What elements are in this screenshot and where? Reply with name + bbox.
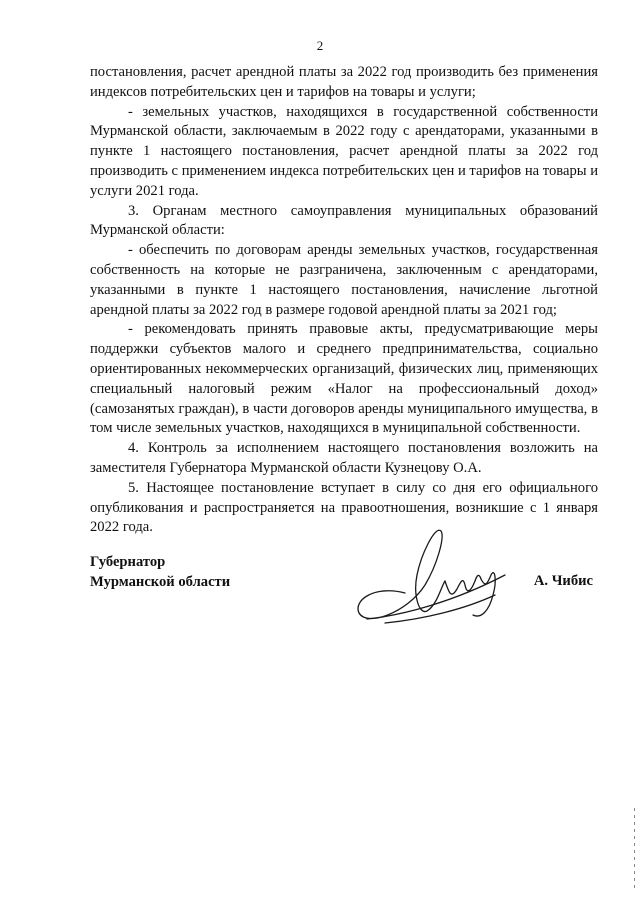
paragraph-land-plots: - земельных участков, находящихся в государственной собственности Мурманской области, заключаемым в 2022 году с арендаторами, указанными в пункте 1 настоящего постановления, расчет арендной платы за 2022 год производить с применением индекса потребительских цен и тарифов на товары и услуги 2021 года. <box>90 103 599 199</box>
signatory-title-line2: Мурманской области <box>90 573 231 590</box>
signatory-title-line1: Губернатор <box>90 554 166 570</box>
signatory-name: А. Чибис <box>533 573 593 589</box>
paragraph-item-4: 4. Контроль за исполнением настоящего постановления возложить на заместителя Губернатора Мурманской области Кузнецову О.А. <box>90 440 598 476</box>
handwritten-signature <box>345 515 510 635</box>
document-body <box>90 63 598 538</box>
page-number: 2 <box>316 38 324 53</box>
paragraph-item-3-recommend: - рекомендовать принять правовые акты, предусматривающие меры поддержки субъектов малого и среднего предпринимательства, социально ориентированных некоммерческих организаций, физических лиц, применяющих специальный налоговый режим «Налог на профессиональный доход» (самозанятых граждан), в части договоров аренды муниципального имущества, в том числе земельных участков, находящихся в муниципальной собственности. <box>90 321 598 437</box>
scan-edge-mark <box>633 808 636 888</box>
paragraph-continuation: постановления, расчет арендной платы за 2022 год производить без применения индексов потребительских цен и тарифов на товары и услуги; <box>90 64 598 100</box>
paragraph-item-3: 3. Органам местного самоуправления муниципальных образований Мурманской области: <box>90 202 598 239</box>
paragraph-item-5: 5. Настоящее постановление вступает в силу со дня его официального опубликования и распространяется на правоотношения, возникшие с 1 января 2022 года. <box>90 479 598 536</box>
signatory-title <box>90 553 230 593</box>
paragraph-item-3-ensure: - обеспечить по договорам аренды земельных участков, государственная собственность на которые не разграничена, заключенным с арендаторами, указанными в пункте 1 настоящего постановления, начисление льготной арендной платы за 2022 год в размере годовой арендной платы за 2021 год; <box>90 242 598 318</box>
